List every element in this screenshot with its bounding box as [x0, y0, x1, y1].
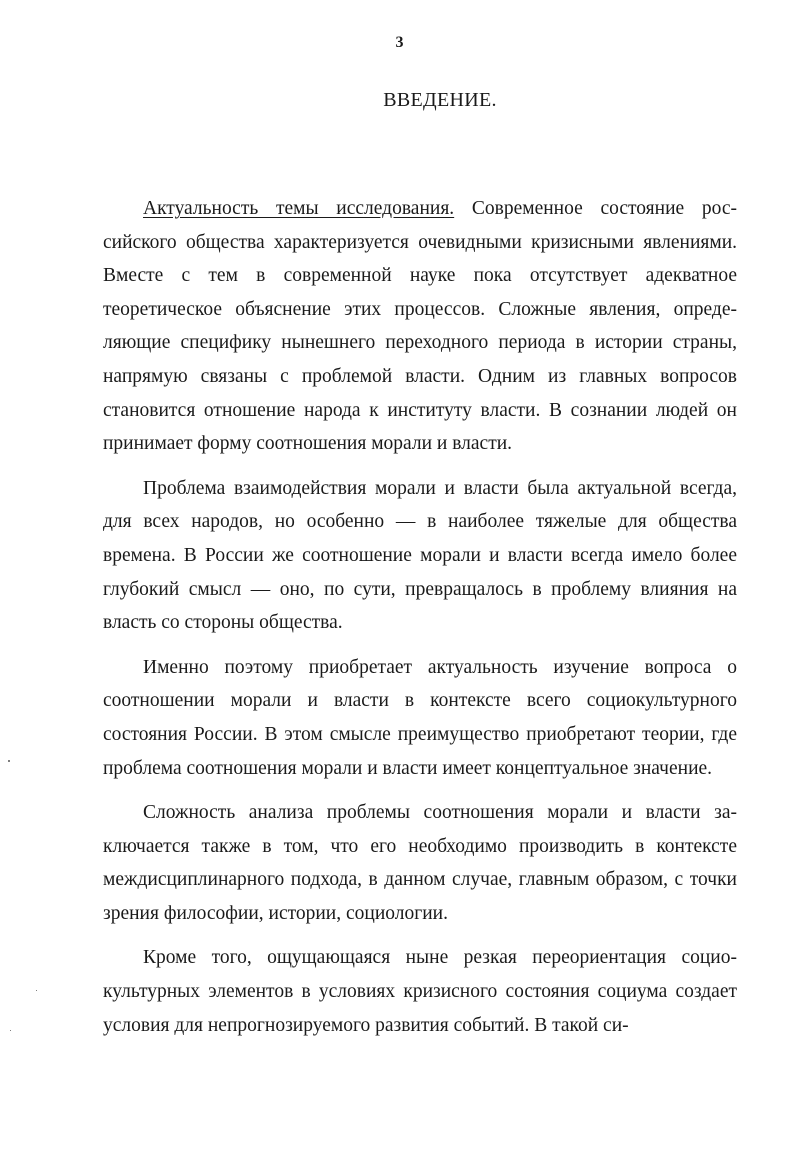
paragraph-text: Сложность анализа проблемы соотношения морали и власти заключается также в том, что его необходимо производить в контексте междисциплинарного подхода, в данном случае, главным образом, с точки зрения философии, истории, социологии. [103, 802, 737, 924]
scan-speck [10, 1030, 11, 1031]
paragraph-complexity [103, 796, 737, 930]
paragraph-text: Современное состояние российского общества характеризуется очевидными кризисными явлениями. Вместе с тем в современной науке пока отсутствует адекватное теоретическое объяснение этих процессов. Сложные явления, определяющие специфику нынешнего переходного периода в истории страны, напрямую связаны с проблемой власти. Одним из главных вопросов становится отношение народа к институту власти. В сознании людей он принимает форму соотношения морали и власти. [103, 198, 738, 455]
paragraph-text: Проблема взаимодействия морали и власти была актуальной всегда, для всех народов, но особенно — в наиболее тяжелые для общества времена. В России же соотношение морали и власти всегда имело более глубокий смысл — оно, по сути, превращалось в проблему влияния на власть со стороны общества. [103, 477, 737, 634]
document-body [103, 192, 737, 1053]
page-number: 3 [395, 34, 404, 51]
paragraph-text: Именно поэтому приобретает актуальность изучение вопроса о соотношении морали и власти в контексте всего социокультурного состояния России. В этом смысле преимущество приобретают теории, где проблема соотношения морали и власти имеет концептуальное значение. [103, 656, 737, 779]
paragraph-relevance [103, 192, 737, 461]
section-lead-heading: Актуальность темы исследования. [143, 198, 455, 219]
paragraph-interaction [103, 472, 737, 640]
scan-speck [8, 760, 10, 762]
paragraph-text: Кроме того, ощущающаяся ныне резкая переориентация социокультурных элементов в условиях кризисного состояния социума создает условия для непрогнозируемого развития событий. В такой си- [103, 947, 737, 1036]
page-title: ВВЕДЕНИЕ. [383, 89, 497, 111]
paragraph-significance [103, 651, 737, 785]
paragraph-reorientation [103, 941, 737, 1042]
scan-speck [36, 990, 37, 991]
